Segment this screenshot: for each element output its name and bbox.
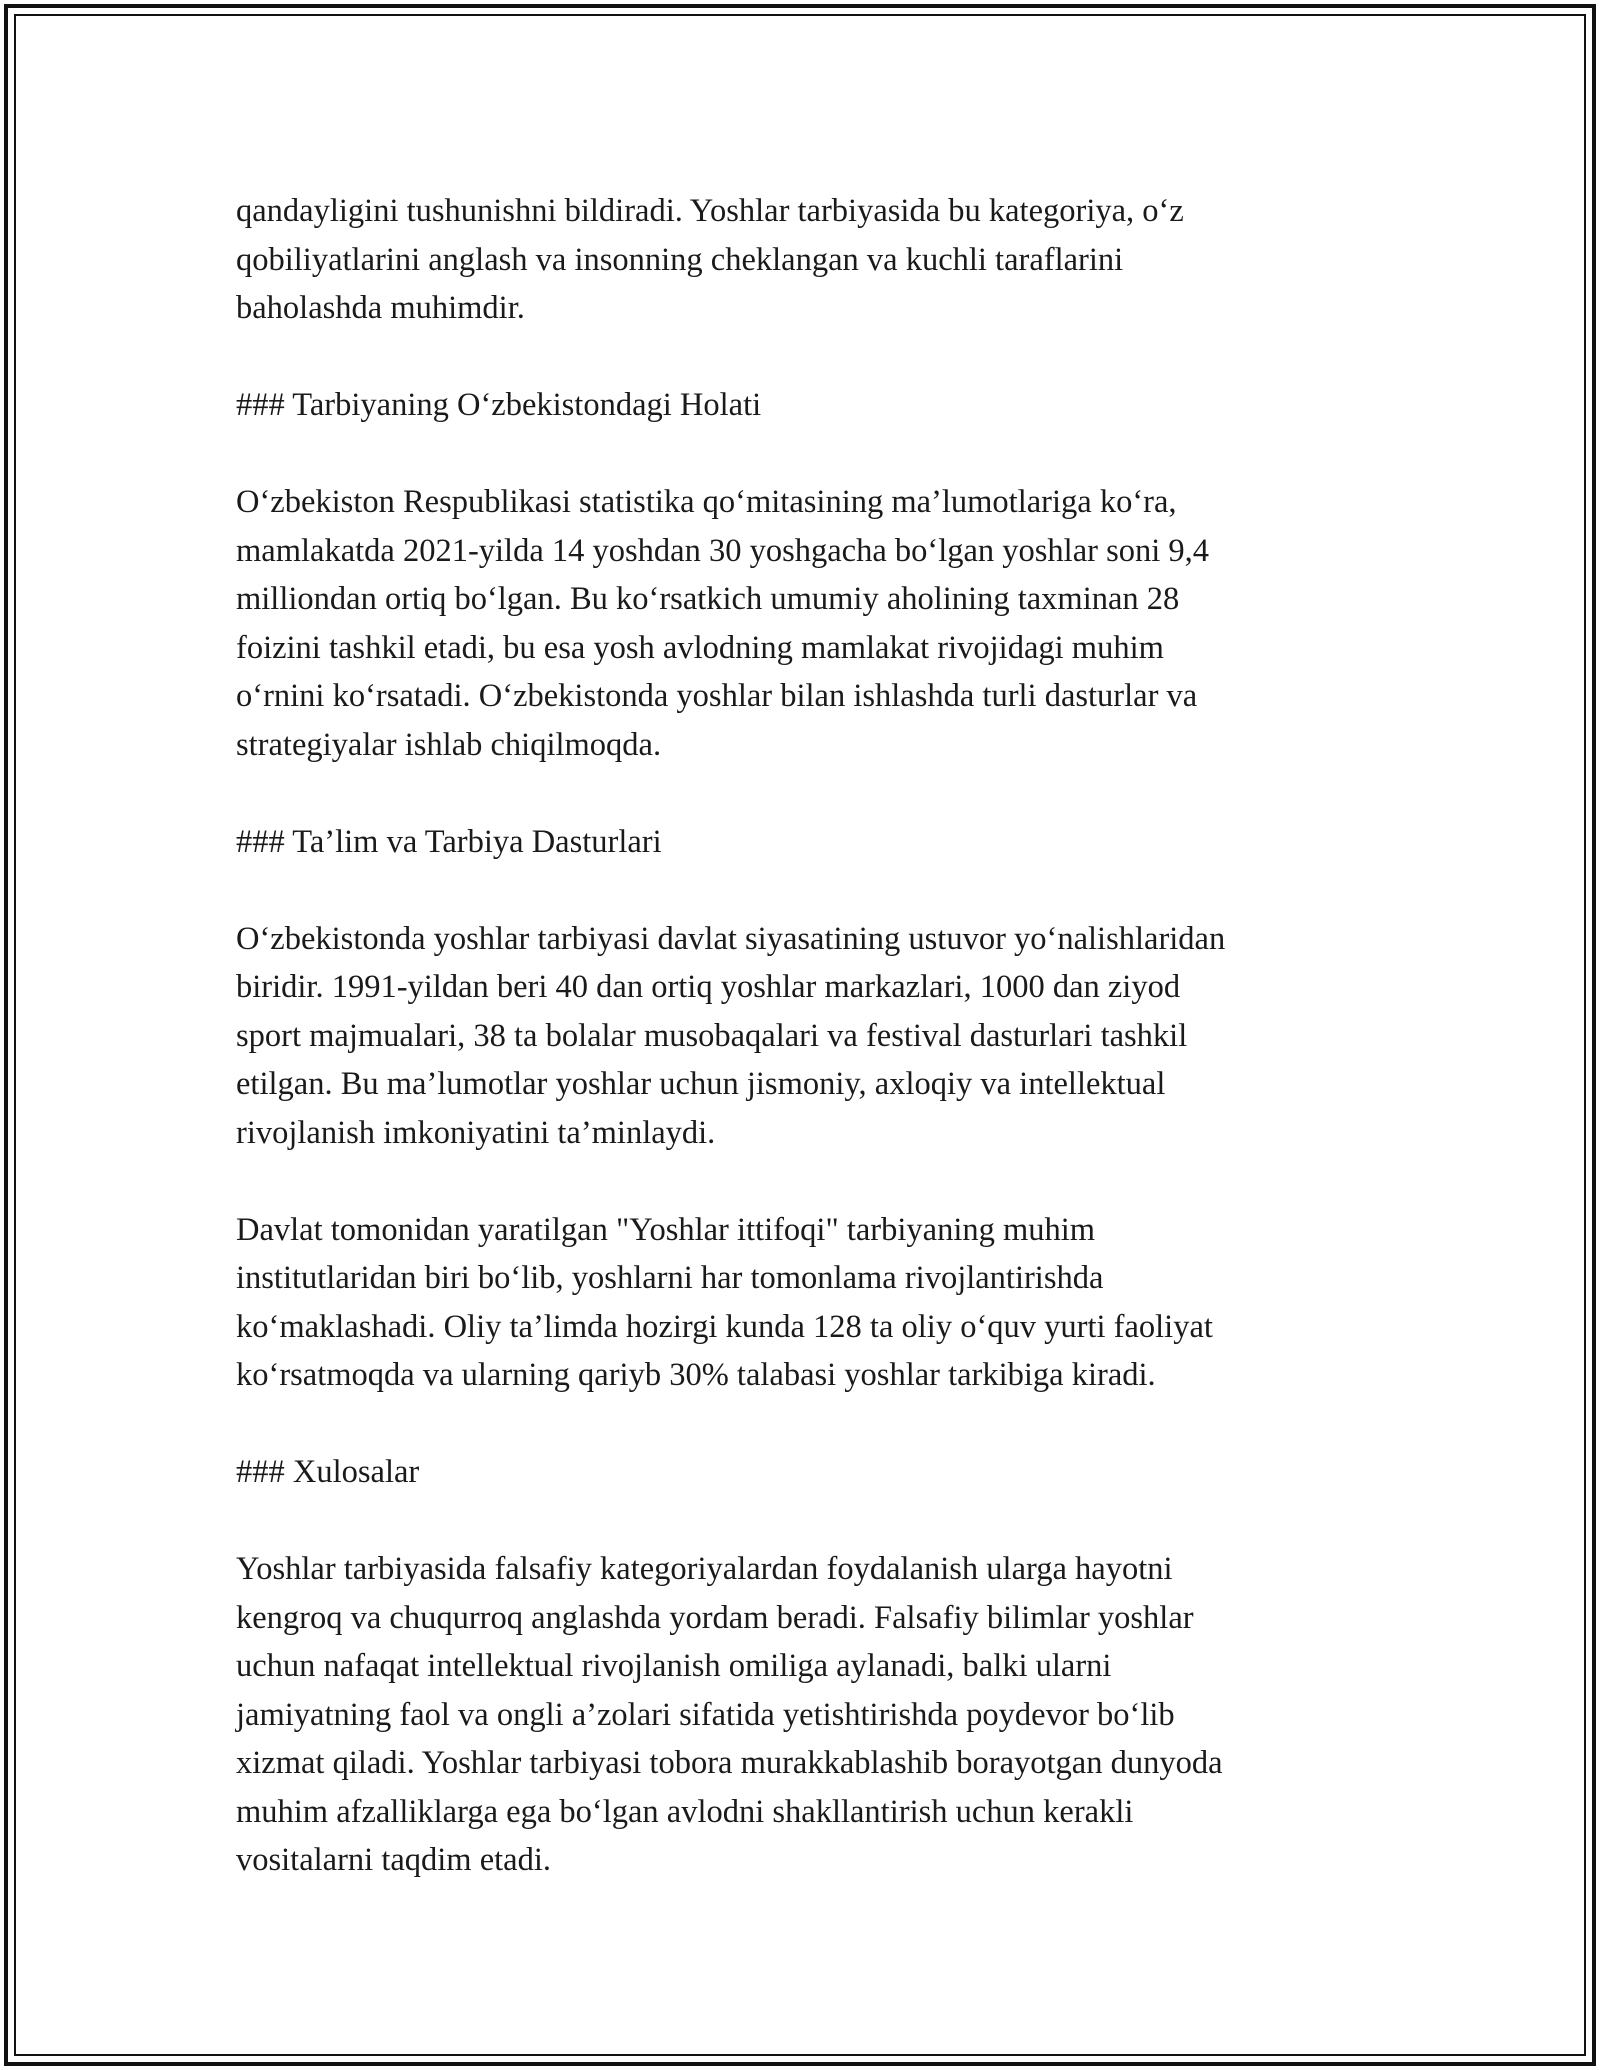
section-heading-education-programs <box>236 818 1366 867</box>
text-line: ko‘rsatmoqda va ularning qariyb 30% talabasi yoshlar tarkibiga kiradi. <box>236 1357 1156 1393</box>
text-line: baholashda muhimdir. <box>236 290 525 326</box>
paragraph-state-policy <box>236 915 1366 1158</box>
text-line: qobiliyatlarini anglash va insonning cheklangan va kuchli taraflarini <box>236 241 1124 278</box>
text-line: mamlakatda 2021-yilda 14 yoshdan 30 yoshgacha bo‘lgan yoshlar soni 9,4 <box>236 532 1210 569</box>
text-line: biridir. 1991-yildan beri 40 dan ortiq yoshlar markazlari, 1000 dan ziyod <box>236 969 1181 1005</box>
text-line: rivojlanish imkoniyatini ta’minlaydi. <box>236 1114 716 1151</box>
section-heading-conclusions <box>236 1448 1366 1497</box>
text-line: uchun nafaqat intellektual rivojlanish omiliga aylanadi, balki ularni <box>236 1648 1112 1684</box>
text-line: jamiyatning faol va ongli a’zolari sifatida yetishtirishda poydevor bo‘lib <box>236 1696 1175 1733</box>
section-heading-status-in-uzbekistan <box>236 381 1366 430</box>
text-line: strategiyalar ishlab chiqilmoqda. <box>236 726 662 763</box>
text-line: vositalarni taqdim etadi. <box>236 1842 551 1878</box>
document-body <box>236 187 1366 1885</box>
text-line: kengroq va chuqurroq anglashda yordam beradi. Falsafiy bilimlar yoshlar <box>236 1599 1194 1636</box>
paragraph-self-knowledge <box>236 187 1366 333</box>
text-line: institutlaridan biri bo‘lib, yoshlarni har tomonlama rivojlantirishda <box>236 1260 1104 1296</box>
heading-text: ### Xulosalar <box>236 1454 420 1490</box>
heading-text: ### Tarbiyaning O‘zbekistondagi Holati <box>236 387 762 423</box>
text-line: O‘zbekiston Respublikasi statistika qo‘mitasining ma’lumotlariga ko‘ra, <box>236 484 1177 520</box>
text-line: xizmat qiladi. Yoshlar tarbiyasi tobora murakkablashib borayotgan dunyoda <box>236 1745 1223 1781</box>
paragraph-youth-union <box>236 1206 1366 1400</box>
heading-text: ### Ta’lim va Tarbiya Dasturlari <box>236 823 662 860</box>
text-line: Davlat tomonidan yaratilgan "Yoshlar ittifoqi" tarbiyaning muhim <box>236 1211 1096 1248</box>
text-line: foizini tashkil etadi, bu esa yosh avlodning mamlakat rivojidagi muhim <box>236 629 1164 666</box>
paragraph-statistics <box>236 478 1366 769</box>
text-line: Yoshlar tarbiyasida falsafiy kategoriyalardan foydalanish ularga hayotni <box>236 1551 1173 1587</box>
text-line: milliondan ortiq bo‘lgan. Bu ko‘rsatkich umumiy aholining taxminan 28 <box>236 581 1180 617</box>
text-line: ko‘maklashadi. Oliy ta’limda hozirgi kunda 128 ta oliy o‘quv yurti faoliyat <box>236 1308 1213 1345</box>
paragraph-conclusion <box>236 1545 1366 1885</box>
text-line: sport majmualari, 38 ta bolalar musobaqalari va festival dasturlari tashkil <box>236 1017 1188 1054</box>
text-line: etilgan. Bu ma’lumotlar yoshlar uchun jismoniy, axloqiy va intellektual <box>236 1066 1166 1102</box>
text-line: qandayligini tushunishni bildiradi. Yoshlar tarbiyasida bu kategoriya, o‘z <box>236 193 1184 229</box>
text-line: o‘rnini ko‘rsatadi. O‘zbekistonda yoshlar bilan ishlashda turli dasturlar va <box>236 678 1198 714</box>
text-line: muhim afzalliklarga ega bo‘lgan avlodni shakllantirish uchun kerakli <box>236 1793 1134 1830</box>
text-line: O‘zbekistonda yoshlar tarbiyasi davlat siyasatining ustuvor yo‘nalishlaridan <box>236 920 1226 957</box>
